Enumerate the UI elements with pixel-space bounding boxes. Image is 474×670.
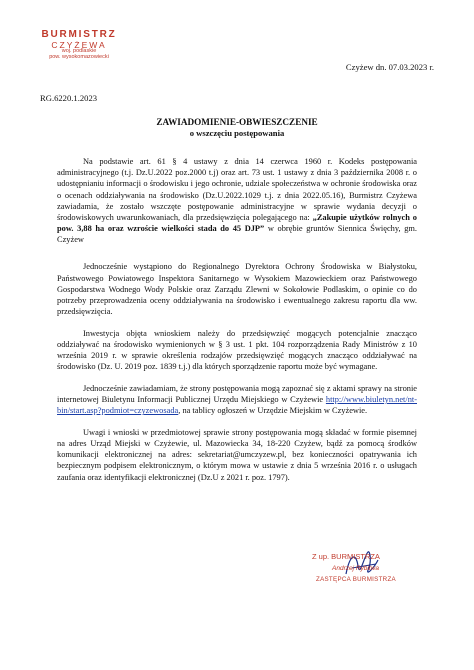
title-main: ZAWIADOMIENIE-OBWIESZCZENIE [156,117,318,127]
bip-link[interactable]: http://www.biuletyn.net/nt-bin/start.asp?podmiot=czyzewosada [57,395,417,416]
paragraph-4-text: Jednocześnie zawiadamiam, że strony postępowania mogą zapoznać się z aktami sprawy na stronie internetowej Biuletynu Informacji Publicznej Urzędu Miejskiego w Czyżewie [57,383,417,405]
document-date: Czyżew dn. 07.03.2023 r. [345,62,434,72]
stamp-line-3: woj. podlaskie [61,48,97,55]
document-title [0,117,474,138]
paragraph-1 [57,156,417,245]
paragraph-1-text: Na podstawie art. 61 § 4 ustawy z dnia 14 czerwca 1960 r. Kodeks postępowania administracyjnego (t.j. Dz.U.2022 poz.2000 t.j) oraz art. 73 ust. 1 ustawy z dnia 3 października 2008 r. o udostępnianiu informacji o środowisku i jego ochronie, udziale społeczeństwa w ochronie środowiska oraz o ocenach oddziaływania na środowisko (Dz.U.2022.1029 t.j. z dnia 2022.05.16), Burmistrz Czyżewa zawiadamia, że zostało wszczęte postępowanie administracyjne w sprawie wydania decyzji o środowiskowych uwarunkowaniach, dla przedsięwzięcia polegającego na: [57,157,417,222]
project-name: „Zakupie użytków rolnych o pow. 3,88 ha oraz wzroście wielkości stada do 45 DJP” [57,212,417,234]
paragraph-2: Jednocześnie wystąpiono do Regionalnego Dyrektora Ochrony Środowiska w Białystoku, Państwowego Powiatowego Inspektora Sanitarnego w Wysokiem Mazowieckiem oraz Państwowego Gospodarstwa Wodnego Wody Polskie oraz Zarządu Zlewni w Sokołowie Podlaskim, o opinie co do potrzeby przeprowadzenia oceny oddziaływania na środowisko i ewentualnego zakresu raportu dla ww. przedsięwzięcia. [57,262,417,317]
mayor-stamp [38,30,120,61]
stamp-line-4: pow. wysokomazowiecki [49,54,109,61]
paragraph-5: Uwagi i wnioski w przedmiotowej sprawie strony postępowania mogą składać w formie pisemnej na adres Urząd Miejski w Czyżewie, ul. Mazowiecka 34, 18-220 Czyżew, bądź za pomocą środków komunikacji elektronicznej na adres: sekretariat@umczyzew.pl, bez konieczności opatrywania ich bezpiecznym podpisem elektronicznym, o którym mowa w ustawie z dnia 5 września 2016 r. o usługach zaufania oraz identyfikacji elektronicznej (Dz.U z 2021 r. poz. 1797). [57,427,417,482]
paragraph-1-tail: w obrębie gruntów Siennica Święchy, gm. Czyżew [57,224,417,245]
signature-up: Z up. BURMISTRZA [312,552,380,561]
reference-number: RG.6220.1.2023 [40,93,98,103]
title-sub: o wszczęciu postępowania [189,128,285,139]
paragraph-4 [57,383,417,417]
signature-role: ZASTĘPCA BURMISTRZA [316,576,396,583]
signature-name: Andrzej Rybitwa [332,565,379,572]
paragraph-4-tail: , na tablicy ogłoszeń w Urzędzie Miejskim w Czyżewie. [178,406,368,416]
document-body [57,156,417,493]
stamp-line-1: BURMISTRZ [41,29,117,40]
paragraph-3: Inwestycja objęta wnioskiem należy do przedsięwzięć mogących potencjalnie znacząco oddziaływać na środowisko wymienionych w § 3 ust. 1 pkt. 104 rozporządzenia Rady Ministrów z 10 września 2019 r. w sprawie określenia rodzajów przedsięwzięć mogących znacząco oddziaływać na środowisko (Dz. U. 2019 poz. 1839 t.j.) dla których sporządzenie raportu może być wymagane. [57,328,417,372]
stamp-line-2: CZYŻEWA [51,39,107,50]
signature-stamp [312,548,412,588]
